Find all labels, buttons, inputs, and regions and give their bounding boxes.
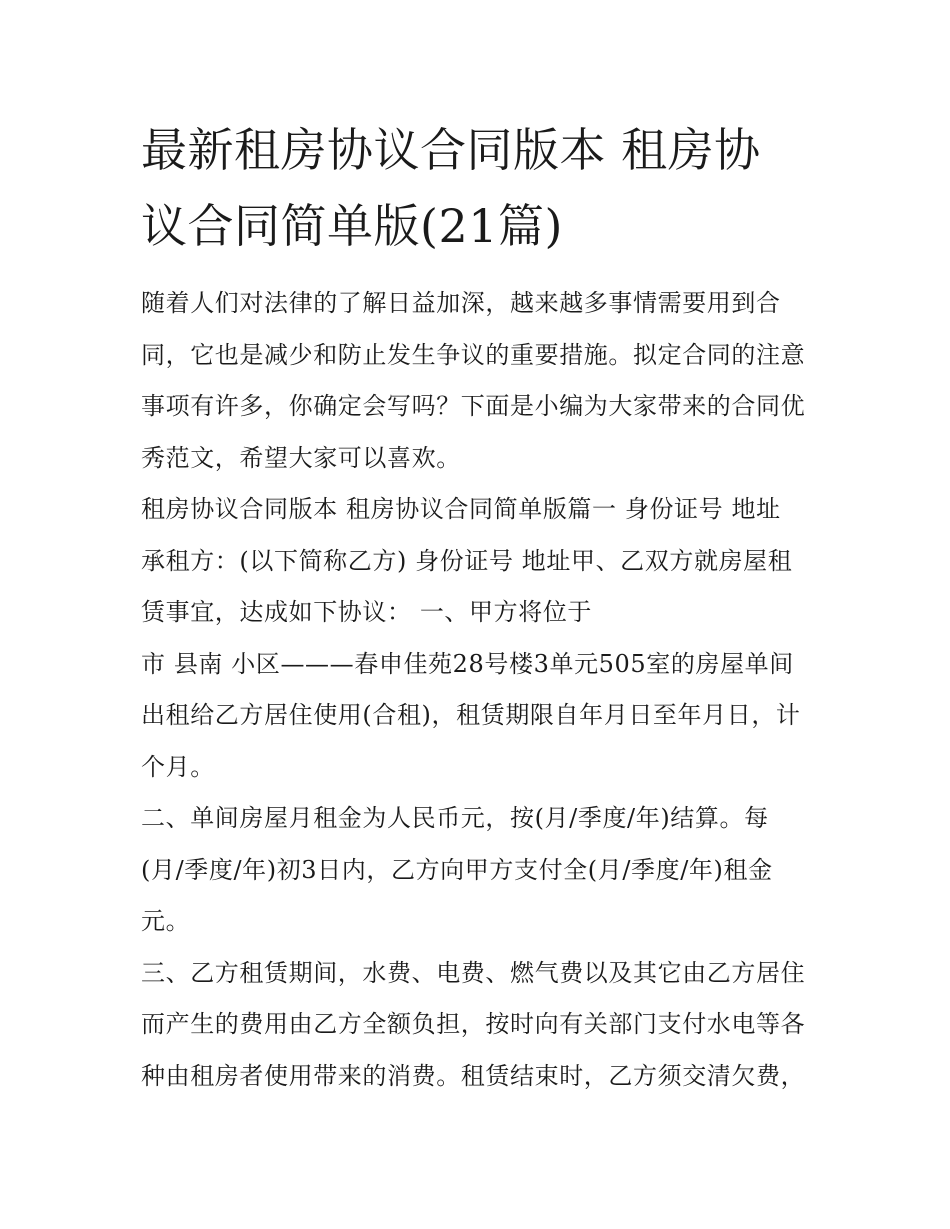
- body-line: 种由租房者使用带来的消费。租赁结束时，乙方须交清欠费，: [141, 1061, 806, 1090]
- body-line: (月/季度/年)初3日内，乙方向甲方支付全(月/季度/年)租金: [141, 855, 773, 884]
- body-line: 同，它也是减少和防止发生争议的重要措施。拟定合同的注意: [141, 340, 806, 369]
- document-body: [141, 278, 831, 1102]
- body-line: 赁事宜，达成如下协议： 一、甲方将位于: [141, 598, 593, 626]
- body-line: 随着人们对法律的了解日益加深，越来越多事情需要用到合: [141, 289, 781, 317]
- body-line: 而产生的费用由乙方全额负担，按时向有关部门支付水电等各: [141, 1010, 806, 1038]
- body-line: 事项有许多，你确定会写吗？下面是小编为大家带来的合同优: [141, 392, 806, 420]
- body-line: 秀范文，希望大家可以喜欢。: [141, 443, 461, 472]
- body-line: 个月。: [141, 752, 215, 781]
- body-line: 二、单间房屋月租金为人民币元，按(月/季度/年)结算。每: [141, 804, 769, 832]
- title-line: 最新租房协议合同版本 租房协: [141, 123, 761, 177]
- body-line: 三、乙方租赁期间，水费、电费、燃气费以及其它由乙方居住: [141, 958, 806, 987]
- document-title: [141, 112, 831, 264]
- body-line: 租房协议合同版本 租房协议合同简单版篇一 身份证号 地址: [141, 495, 781, 523]
- body-line: 市 县南 小区———春申佳苑28号楼3单元505室的房屋单间: [141, 649, 794, 678]
- body-line: 元。: [141, 907, 191, 935]
- title-line: 议合同简单版(21篇): [141, 199, 563, 253]
- body-line: 出租给乙方居住使用(合租)，租赁期限自年月日至年月日，计: [141, 701, 801, 729]
- body-line: 承租方：(以下简称乙方) 身份证号 地址甲、乙双方就房屋租: [141, 546, 793, 575]
